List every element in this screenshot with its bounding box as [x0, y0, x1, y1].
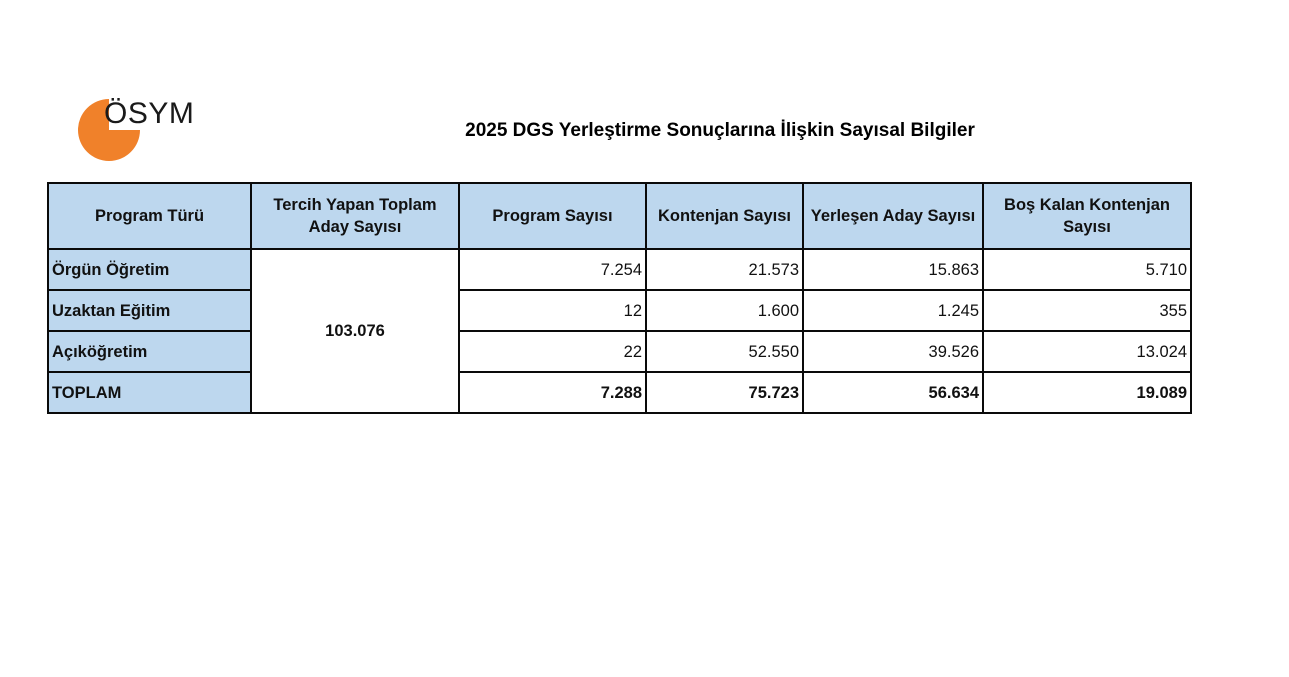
logo-text: ÖSYM [104, 97, 195, 130]
table-header-row [48, 183, 1191, 249]
row-label: Örgün Öğretim [48, 249, 251, 290]
quota-cell: 52.550 [646, 331, 803, 372]
placed-cell: 1.245 [803, 290, 983, 331]
total-placed: 56.634 [803, 372, 983, 413]
empty-quota-cell: 13.024 [983, 331, 1191, 372]
empty-quota-cell: 355 [983, 290, 1191, 331]
table-row [48, 249, 1191, 290]
total-program-count: 7.288 [459, 372, 646, 413]
page-title: 2025 DGS Yerleştirme Sonuçlarına İlişkin Sayısal Bilgiler [465, 120, 975, 141]
header-quota-count: Kontenjan Sayısı [646, 183, 803, 249]
quota-cell: 21.573 [646, 249, 803, 290]
statistics-table [47, 182, 1192, 414]
total-quota: 75.723 [646, 372, 803, 413]
row-label: Uzaktan Eğitim [48, 290, 251, 331]
placed-cell: 15.863 [803, 249, 983, 290]
program-count-cell: 7.254 [459, 249, 646, 290]
empty-quota-cell: 5.710 [983, 249, 1191, 290]
header-program-type: Program Türü [48, 183, 251, 249]
total-label: TOPLAM [48, 372, 251, 413]
osym-logo [76, 96, 226, 162]
program-count-cell: 12 [459, 290, 646, 331]
table-total-row [48, 372, 1191, 413]
total-empty-quota: 19.089 [983, 372, 1191, 413]
row-label: Açıköğretim [48, 331, 251, 372]
header-placed-count: Yerleşen Aday Sayısı [803, 183, 983, 249]
header-empty-quota: Boş Kalan Kontenjan Sayısı [983, 183, 1191, 249]
total-applicants-cell: 103.076 [251, 249, 459, 413]
header-total-applicants: Tercih Yapan Toplam Aday Sayısı [251, 183, 459, 249]
quota-cell: 1.600 [646, 290, 803, 331]
placed-cell: 39.526 [803, 331, 983, 372]
header-program-count: Program Sayısı [459, 183, 646, 249]
table-row [48, 290, 1191, 331]
table-row [48, 331, 1191, 372]
program-count-cell: 22 [459, 331, 646, 372]
